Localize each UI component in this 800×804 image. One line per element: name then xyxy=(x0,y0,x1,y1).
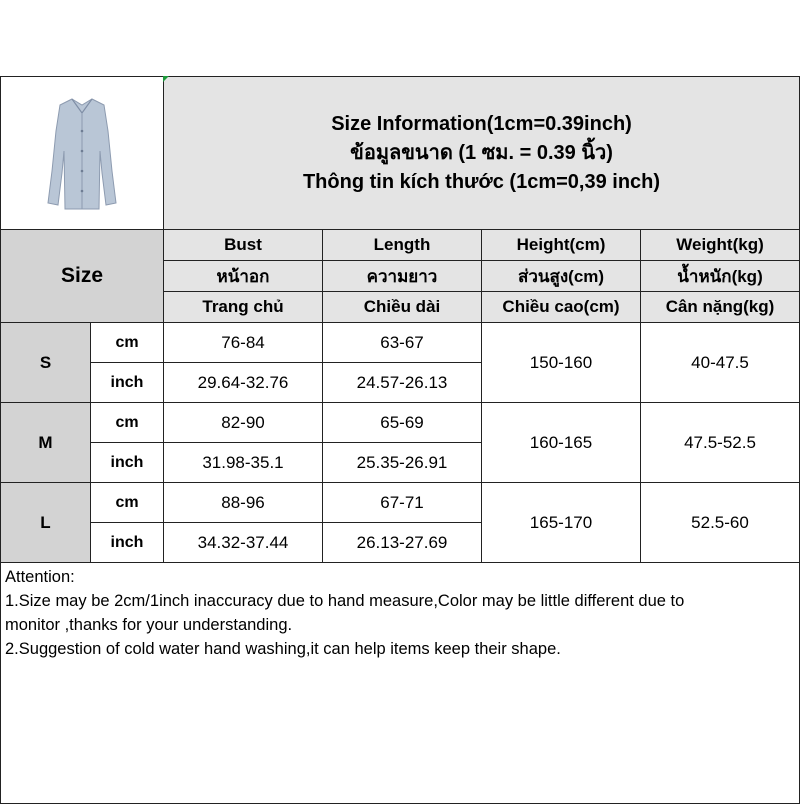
col-bust-en: Bust xyxy=(164,230,323,261)
length-value: 67-71 xyxy=(323,483,482,523)
table-row xyxy=(1,483,800,523)
weight-value: 40-47.5 xyxy=(641,323,800,403)
title-vietnamese: Thông tin kích thước (1cm=0,39 inch) xyxy=(302,170,661,193)
height-value: 160-165 xyxy=(482,403,641,483)
unit-inch: inch xyxy=(91,443,164,483)
bust-value: 29.64-32.76 xyxy=(164,363,323,403)
bust-value: 31.98-35.1 xyxy=(164,443,323,483)
col-weight-en: Weight(kg) xyxy=(641,230,800,261)
product-photo xyxy=(1,77,164,230)
note-accuracy: 1.Size may be 2cm/1inch inaccuracy due to hand measure,Color may be little different due to xyxy=(5,592,685,610)
unit-cm: cm xyxy=(91,483,164,523)
length-value: 65-69 xyxy=(323,403,482,443)
size-l-label: L xyxy=(1,483,91,563)
note-washing: 2.Suggestion of cold water hand washing,it can help items keep their shape. xyxy=(5,640,561,658)
weight-value: 52.5-60 xyxy=(641,483,800,563)
size-m-label: M xyxy=(1,403,91,483)
height-value: 165-170 xyxy=(482,483,641,563)
col-length-th: ความยาว xyxy=(323,261,482,292)
col-length-vi: Chiều dài xyxy=(323,292,482,323)
notes-heading: Attention: xyxy=(5,568,75,586)
unit-cm: cm xyxy=(91,323,164,363)
length-value: 25.35-26.91 xyxy=(323,443,482,483)
bust-value: 34.32-37.44 xyxy=(164,523,323,563)
title-english: Size Information(1cm=0.39inch) xyxy=(331,112,632,135)
title-thai: ข้อมูลขนาด (1 ซม. = 0.39 นิ้ว) xyxy=(350,141,613,164)
length-value: 26.13-27.69 xyxy=(323,523,482,563)
unit-cm: cm xyxy=(91,403,164,443)
bust-value: 82-90 xyxy=(164,403,323,443)
size-chart xyxy=(0,76,799,797)
corner-marker xyxy=(163,76,169,82)
unit-inch: inch xyxy=(91,363,164,403)
col-bust-vi: Trang chủ xyxy=(164,292,323,323)
col-weight-vi: Cân nặng(kg) xyxy=(641,292,800,323)
height-value: 150-160 xyxy=(482,323,641,403)
title-block xyxy=(164,77,800,230)
table-row xyxy=(1,323,800,363)
unit-inch: inch xyxy=(91,523,164,563)
col-height-en: Height(cm) xyxy=(482,230,641,261)
col-height-vi: Chiều cao(cm) xyxy=(482,292,641,323)
table-row xyxy=(1,403,800,443)
note-accuracy-cont: monitor ,thanks for your understanding. xyxy=(5,616,293,634)
col-bust-th: หน้าอก xyxy=(164,261,323,292)
size-header: Size xyxy=(1,230,164,323)
col-length-en: Length xyxy=(323,230,482,261)
bust-value: 88-96 xyxy=(164,483,323,523)
length-value: 63-67 xyxy=(323,323,482,363)
col-weight-th: น้ำหนัก(kg) xyxy=(641,261,800,292)
col-height-th: ส่วนสูง(cm) xyxy=(482,261,641,292)
attention-notes xyxy=(1,563,800,804)
weight-value: 47.5-52.5 xyxy=(641,403,800,483)
size-table xyxy=(0,76,800,804)
bust-value: 76-84 xyxy=(164,323,323,363)
size-s-label: S xyxy=(1,323,91,403)
blouse-icon xyxy=(42,91,122,216)
length-value: 24.57-26.13 xyxy=(323,363,482,403)
